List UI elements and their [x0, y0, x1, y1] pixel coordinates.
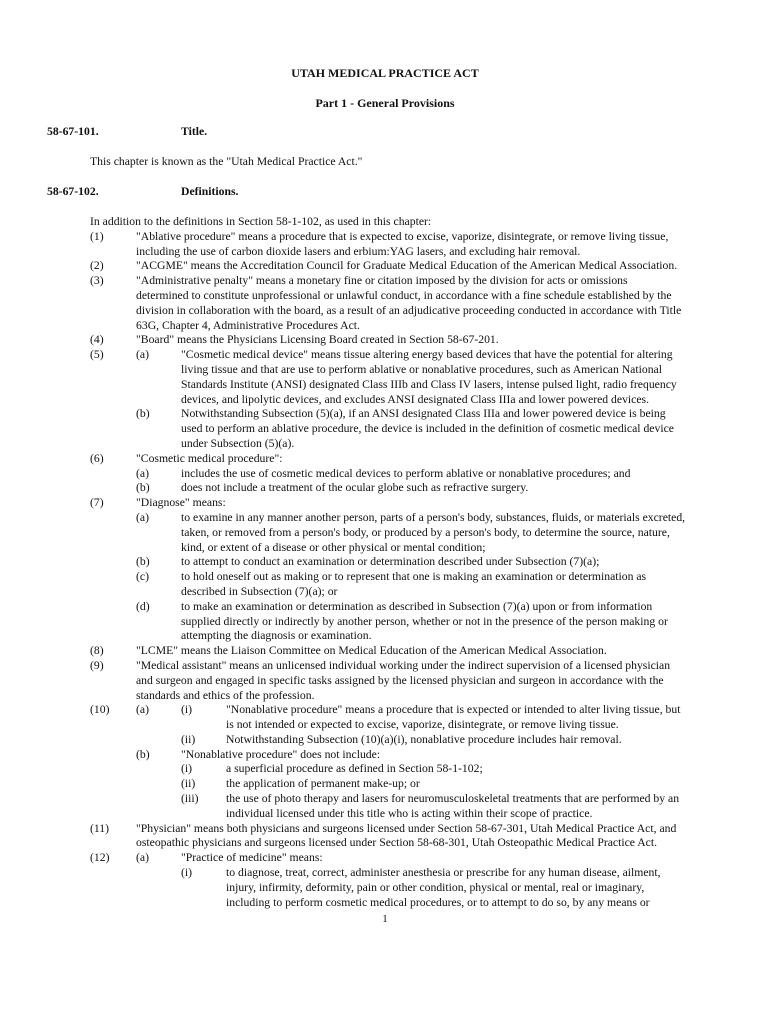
definition-line [0, 274, 770, 289]
line-text-c0: (8) [90, 644, 104, 658]
section-102-number: 58-67-102. [47, 185, 99, 198]
line-text-c1: (b) [136, 555, 150, 569]
line-text-c1: 63G, Chapter 4, Administrative Procedures Act. [136, 318, 360, 332]
line-text-c1: "Medical assistant" means an unlicensed individual working under the indirect supervision of a licensed physician [136, 658, 671, 672]
line-text-c0: (11) [90, 821, 110, 835]
definition-line [0, 748, 770, 763]
line-text-c1: division in collaboration with the board, as a result of an adjudicative proceeding conducted in accordance with Title [136, 303, 682, 317]
definition-line [0, 363, 770, 378]
definition-line [0, 289, 770, 304]
line-text-c1: (a) [136, 510, 149, 524]
definition-line [0, 615, 770, 630]
part-heading: Part 1 - General Provisions [315, 96, 455, 110]
definition-line [0, 526, 770, 541]
line-text-c3: a superficial procedure as defined in Section 58-1-102; [226, 762, 483, 776]
definition-line [0, 866, 770, 881]
line-text-c2: described in Subsection (7)(a); or [181, 584, 338, 598]
section-101-number: 58-67-101. [47, 125, 99, 138]
definition-line [0, 733, 770, 748]
line-text-c1: "ACGME" means the Accreditation Council for Graduate Medical Education of the American Medical Association. [136, 259, 678, 273]
line-text-c3: the use of photo therapy and lasers for neuromusculoskeletal treatments that are performed by an [226, 792, 680, 806]
definition-line [0, 393, 770, 408]
definition-line [0, 378, 770, 393]
line-text-c2: does not include a treatment of the ocular globe such as refractive surgery. [181, 481, 529, 495]
line-text-c0: (9) [90, 658, 104, 672]
line-text-c1: (c) [136, 570, 149, 584]
line-text-c2: taken, or removed from a person's body, or produced by a person's body, to determine the source, nature, [181, 525, 670, 539]
definition-line [0, 496, 770, 511]
line-text-c3: is not intended or expected to excise, vaporize, disintegrate, or remove living tissue. [226, 718, 619, 732]
line-text-c1: (a) [136, 703, 149, 717]
line-text-c0: (12) [90, 851, 110, 865]
line-text-c1: "LCME" means the Liaison Committee on Medical Education of the American Medical Association. [136, 644, 607, 658]
definition-line [0, 777, 770, 792]
definition-line [0, 822, 770, 837]
definitions-list [0, 215, 770, 910]
line-text-c1: (a) [136, 851, 149, 865]
line-text-c0: (1) [90, 229, 104, 243]
line-text-c2: attempting the diagnosis or examination. [181, 629, 372, 643]
line-text-c3: individual licensed under this title who is acting within their scope of practice. [226, 806, 593, 820]
definition-line [0, 629, 770, 644]
definition-line [0, 541, 770, 556]
definition-lines [0, 230, 770, 911]
line-text-c1: (a) [136, 348, 149, 362]
line-text-c2: (ii) [181, 777, 196, 791]
line-text-c0: (5) [90, 348, 104, 362]
definition-line [0, 836, 770, 851]
line-text-c0: (7) [90, 496, 104, 510]
line-text-c2: used to perform an ablative procedure, the device is included in the definition of cosmetic medical device [181, 422, 674, 436]
line-text-c1: osteopathic physicians and surgeons licensed under Section 58-68-301, Utah Osteopathic Medical Practice Act. [136, 836, 658, 850]
definition-line [0, 659, 770, 674]
definition-line [0, 333, 770, 348]
line-text-c1: "Physician" means both physicians and surgeons licensed under Section 58-67-301, Utah Medical Practice Act, and [136, 821, 677, 835]
line-text-c2: (ii) [181, 732, 196, 746]
definition-line [0, 762, 770, 777]
definition-line [0, 245, 770, 260]
page-number: 1 [382, 913, 388, 925]
line-text-c1: including the use of carbon dioxide lasers and erbium:YAG lasers, and excluding hair removal. [136, 244, 581, 258]
definition-line [0, 422, 770, 437]
definition-line [0, 259, 770, 274]
line-text-c1: standards and ethics of the profession. [136, 688, 315, 702]
definition-line [0, 689, 770, 704]
line-text-c2: Standards Institute (ANSI) designated Class IIIb and Class IV lasers, intense pulsed light, radio frequency [181, 377, 677, 391]
line-text-c1: "Diagnose" means: [136, 496, 226, 510]
definition-line [0, 674, 770, 689]
line-text-c2: to hold oneself out as making or to represent that one is making an examination or determination as [181, 570, 647, 584]
definition-line [0, 881, 770, 896]
definition-line [0, 481, 770, 496]
definitions-intro [0, 215, 770, 230]
line-text-c3: the application of permanent make-up; or [226, 777, 420, 791]
line-text-c1: (b) [136, 747, 150, 761]
line-text-c3: including to perform cosmetic medical procedures, or to attempt to do so, by any means or [226, 895, 650, 909]
line-text-c1: "Board" means the Physicians Licensing Board created in Section 58-67-201. [136, 333, 499, 347]
line-text-c2: "Cosmetic medical device" means tissue altering energy based devices that have the potential for altering [181, 348, 673, 362]
line-text-c2: to attempt to conduct an examination or determination described under Subsection (7)(a); [181, 555, 600, 569]
section-102-title: Definitions. [181, 185, 239, 198]
definition-line [0, 437, 770, 452]
definition-line [0, 896, 770, 911]
definition-line [0, 304, 770, 319]
definition-line [0, 718, 770, 733]
definition-line [0, 230, 770, 245]
definition-line [0, 348, 770, 363]
line-text-c1: (a) [136, 466, 149, 480]
line-text-c2: "Practice of medicine" means: [181, 851, 323, 865]
line-text-c2: includes the use of cosmetic medical devices to perform ablative or nonablative procedures; and [181, 466, 631, 480]
line-text-c1: and surgeon and engaged in specific tasks assigned by the licensed physician and surgeon in accordance with the [136, 673, 664, 687]
line-text-c0: (10) [90, 703, 110, 717]
definition-line [0, 570, 770, 585]
line-text-c0: (2) [90, 259, 104, 273]
definition-line [0, 555, 770, 570]
line-text-c2: under Subsection (5)(a). [181, 436, 295, 450]
line-text-c2: devices, and lipolytic devices, and excludes ANSI designated Class IIIa and lower powered devices. [181, 392, 650, 406]
document-heading: UTAH MEDICAL PRACTICE ACT [291, 66, 479, 80]
line-text-c2: (i) [181, 866, 193, 880]
line-text-c1: (d) [136, 599, 150, 613]
line-text-c1: determined to constitute unprofessional or unlawful conduct, in accordance with a fine schedule established by the [136, 288, 672, 302]
line-text-c2: "Nonablative procedure" does not include: [181, 747, 381, 761]
line-text-c3: "Nonablative procedure" means a procedure that is expected or intended to alter living tissue, but [226, 703, 681, 717]
section-101-text: This chapter is known as the "Utah Medical Practice Act." [90, 155, 363, 168]
definition-line [0, 407, 770, 422]
line-text-c3: injury, infirmity, deformity, pain or other condition, physical or mental, real or imaginary, [226, 880, 645, 894]
line-text-c2: kind, or extent of a disease or other physical or mental condition; [181, 540, 486, 554]
line-text-c2: supplied directly or indirectly by another person, whether or not in the presence of the person making or [181, 614, 668, 628]
definition-line [0, 792, 770, 807]
definition-line [0, 319, 770, 334]
line-text-c2: Notwithstanding Subsection (5)(a), if an ANSI designated Class IIIa and lower powered device is being [181, 407, 666, 421]
definition-line [0, 452, 770, 467]
intro-text: In addition to the definitions in Section 58-1-102, as used in this chapter: [90, 215, 432, 228]
line-text-c1: "Ablative procedure" means a procedure that is expected to excise, vaporize, disintegrate, or remove living tissue, [136, 229, 669, 243]
line-text-c2: to make an examination or determination as described in Subsection (7)(a) upon or from information [181, 599, 653, 613]
line-text-c3: to diagnose, treat, correct, administer anesthesia or prescribe for any human disease, ailment, [226, 866, 661, 880]
definition-line [0, 585, 770, 600]
line-text-c1: "Cosmetic medical procedure": [136, 451, 283, 465]
line-text-c0: (6) [90, 451, 104, 465]
line-text-c0: (4) [90, 333, 104, 347]
line-text-c1: (b) [136, 481, 150, 495]
line-text-c2: living tissue and that are use to perform ablative or nonablative procedures, such as American National [181, 362, 662, 376]
definition-line [0, 600, 770, 615]
line-text-c0: (3) [90, 274, 104, 288]
line-text-c3: Notwithstanding Subsection (10)(a)(i), nonablative procedure includes hair removal. [226, 732, 622, 746]
section-101-title: Title. [181, 125, 208, 138]
line-text-c2: (iii) [181, 792, 199, 806]
line-text-c1: "Administrative penalty" means a monetary fine or citation imposed by the division for acts or omissions [136, 274, 628, 288]
definition-line [0, 703, 770, 718]
definition-line [0, 851, 770, 866]
line-text-c2: (i) [181, 762, 193, 776]
definition-line [0, 807, 770, 822]
definition-line [0, 644, 770, 659]
line-text-c1: (b) [136, 407, 150, 421]
definition-line [0, 467, 770, 482]
line-text-c2: to examine in any manner another person, parts of a person's body, substances, fluids, or materials excreted, [181, 510, 686, 524]
line-text-c2: (i) [181, 703, 193, 717]
definition-line [0, 511, 770, 526]
